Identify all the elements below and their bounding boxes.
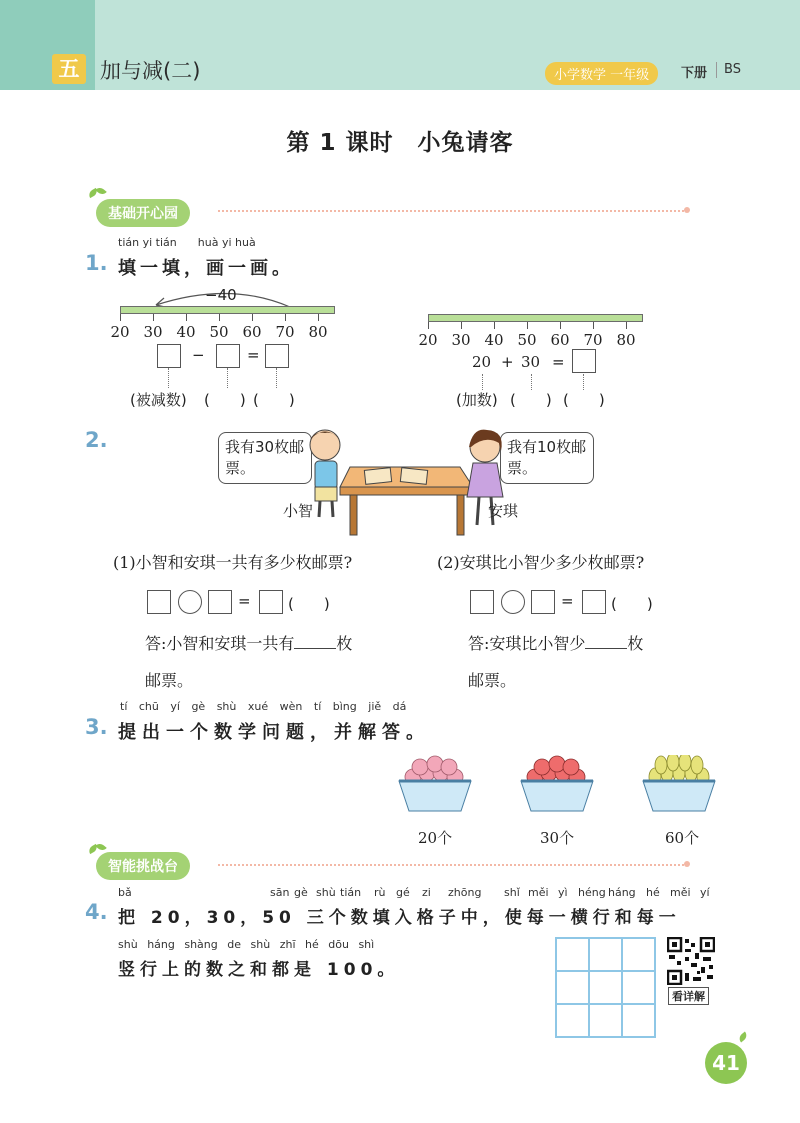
q1-left-number-line bbox=[120, 306, 335, 314]
section-basic-title: 基础开心园 bbox=[96, 199, 190, 227]
grid-cell[interactable] bbox=[622, 971, 655, 1004]
answer-blank[interactable] bbox=[294, 648, 336, 649]
label-blank[interactable]: ( ) bbox=[253, 391, 295, 409]
expr-operand-a: 20 bbox=[472, 353, 492, 371]
answer-box[interactable] bbox=[572, 349, 596, 373]
plus-sign: + bbox=[501, 353, 514, 371]
grid-cell[interactable] bbox=[556, 1004, 589, 1037]
name-left: 小智 bbox=[283, 502, 314, 520]
q1-right-number-line bbox=[428, 314, 643, 322]
unit-title: 加与减(二) bbox=[100, 59, 201, 83]
q4-text-line2: 竖行上的数之和都是 100。 bbox=[118, 960, 400, 980]
dotted-connector bbox=[227, 368, 228, 388]
answer-box[interactable] bbox=[265, 344, 289, 368]
grid-cell[interactable] bbox=[556, 971, 589, 1004]
qr-caption: 看详解 bbox=[668, 987, 709, 1005]
answer-box[interactable] bbox=[216, 344, 240, 368]
grid-cell[interactable] bbox=[589, 938, 622, 971]
q2-sub2: (2)安琪比小智少多少枚邮票? bbox=[437, 553, 645, 572]
q3-number: 3. bbox=[85, 715, 108, 739]
edition-label: BS bbox=[724, 62, 741, 77]
grade-label: 小学数学 一年级 bbox=[545, 62, 658, 85]
section-divider bbox=[218, 210, 684, 212]
section-divider bbox=[218, 864, 684, 866]
q1-arc-label: −40 bbox=[205, 286, 237, 304]
label-blank[interactable]: ( ) bbox=[563, 391, 605, 409]
equals-sign: = bbox=[561, 592, 574, 610]
q1-number: 1. bbox=[85, 251, 108, 275]
basket-label-apple: 30个 bbox=[540, 829, 575, 847]
section-challenge-title: 智能挑战台 bbox=[96, 852, 190, 880]
q1-pinyin: tián yi tián huà yi huà bbox=[118, 236, 256, 249]
grid-cell[interactable] bbox=[622, 938, 655, 971]
unit-paren[interactable]: ( ) bbox=[288, 595, 330, 613]
dotted-connector bbox=[482, 374, 483, 390]
q1-text: 填一填，画一画。 bbox=[118, 258, 294, 279]
kids-table-illustration bbox=[295, 425, 525, 540]
answer-box[interactable] bbox=[531, 590, 555, 614]
answer-box[interactable] bbox=[470, 590, 494, 614]
expr-operand-b: 30 bbox=[521, 353, 541, 371]
boy-figure-icon bbox=[310, 430, 340, 517]
qr-code-icon[interactable] bbox=[667, 937, 715, 985]
leaf-icon bbox=[95, 185, 107, 196]
answer-box[interactable] bbox=[582, 590, 606, 614]
speech-bubble-right: 我有10枚邮票。 bbox=[500, 432, 594, 484]
q2-sub1: (1)小智和安琪一共有多少枚邮票? bbox=[113, 553, 353, 572]
fruit-baskets bbox=[395, 755, 725, 830]
grid-cell[interactable] bbox=[622, 1004, 655, 1037]
dotted-connector bbox=[276, 368, 277, 388]
q2-number: 2. bbox=[85, 428, 108, 452]
equals-sign: = bbox=[247, 346, 260, 364]
operator-circle[interactable] bbox=[501, 590, 525, 614]
answer-box[interactable] bbox=[147, 590, 171, 614]
answer-blank[interactable] bbox=[585, 648, 627, 649]
page-number: 41 bbox=[705, 1042, 747, 1084]
answer-sentence-2-line2: 邮票。 bbox=[468, 671, 517, 690]
answer-box[interactable] bbox=[208, 590, 232, 614]
operator-circle[interactable] bbox=[178, 590, 202, 614]
speech-bubble-left: 我有30枚邮票。 bbox=[218, 432, 312, 484]
header-divider bbox=[716, 62, 717, 78]
q4-text-line1: 把 20，30，50 三个数填入格子中，使每一横行和每一 bbox=[118, 908, 681, 928]
basket-label-pear: 60个 bbox=[665, 829, 700, 847]
answer-box[interactable] bbox=[259, 590, 283, 614]
q3-text: 提出一个数学问题，并解答。 bbox=[118, 722, 430, 743]
answer-sentence-1: 答:小智和安琪一共有 枚 bbox=[145, 634, 353, 653]
label-blank[interactable]: ( ) bbox=[510, 391, 552, 409]
minus-sign: − bbox=[192, 346, 205, 364]
q4-pinyin-line2: shù háng shàng de shù zhī hé dōu shì bbox=[118, 938, 375, 951]
peach-basket-icon bbox=[399, 756, 471, 811]
unit-badge: 五 bbox=[52, 54, 86, 84]
dotted-connector bbox=[168, 368, 169, 388]
volume-label: 下册 bbox=[681, 66, 708, 81]
label-minuend: (被减数) bbox=[130, 391, 187, 409]
lesson-title: 第 1 课时 小兔请客 bbox=[286, 130, 514, 156]
unit-paren[interactable]: ( ) bbox=[611, 595, 653, 613]
name-right: 安琪 bbox=[488, 502, 519, 520]
answer-box[interactable] bbox=[157, 344, 181, 368]
answer-grid bbox=[555, 937, 656, 1038]
leaf-icon bbox=[737, 1031, 749, 1042]
answer-sentence-1-line2: 邮票。 bbox=[145, 671, 194, 690]
equals-sign: = bbox=[238, 592, 251, 610]
dotted-connector bbox=[583, 374, 584, 390]
table-icon bbox=[340, 467, 473, 535]
q4-number: 4. bbox=[85, 900, 108, 924]
dotted-connector bbox=[531, 374, 532, 390]
grid-cell[interactable] bbox=[556, 938, 589, 971]
label-blank[interactable]: ( ) bbox=[204, 391, 246, 409]
answer-sentence-2: 答:安琪比小智少 枚 bbox=[468, 634, 644, 653]
divider-dot bbox=[684, 207, 690, 213]
apple-basket-icon bbox=[521, 756, 593, 811]
basket-label-peach: 20个 bbox=[418, 829, 453, 847]
divider-dot bbox=[684, 861, 690, 867]
label-addend: (加数) bbox=[456, 391, 498, 409]
equals-sign: = bbox=[552, 353, 565, 371]
grid-cell[interactable] bbox=[589, 1004, 622, 1037]
pear-basket-icon bbox=[643, 755, 715, 811]
grid-cell[interactable] bbox=[589, 971, 622, 1004]
q3-pinyin: tí chū yí gè shù xué wèn tí bìng jiě dá bbox=[120, 700, 407, 713]
leaf-icon bbox=[95, 841, 107, 852]
